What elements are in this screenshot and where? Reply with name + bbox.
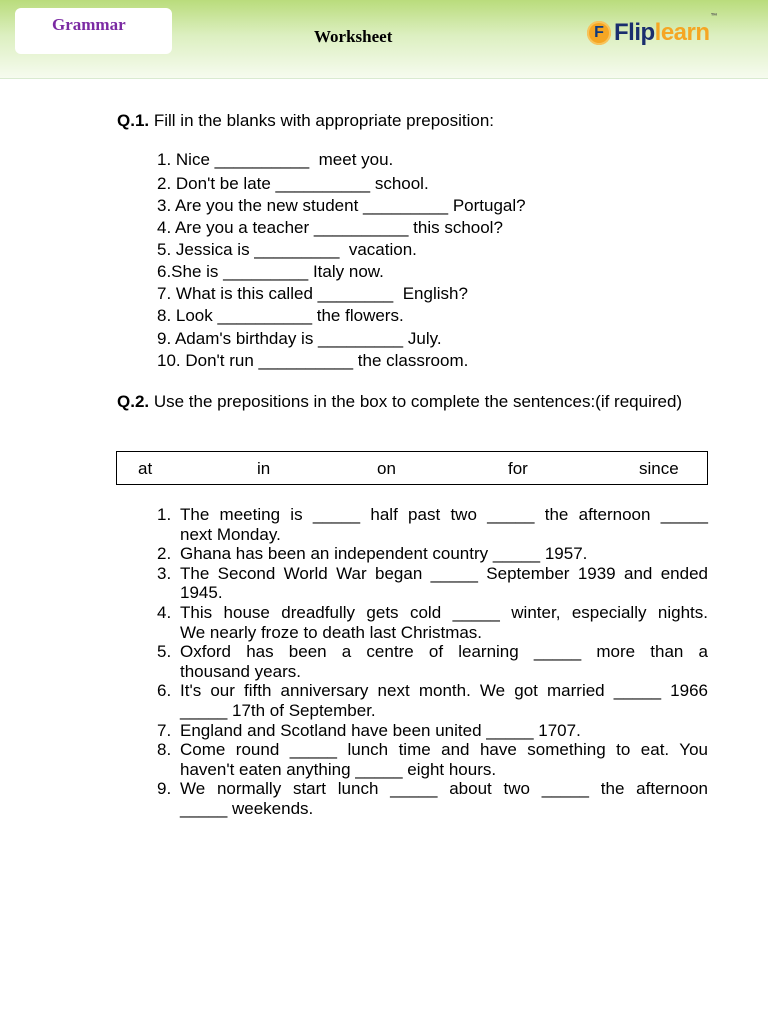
q2-item-number: 4. <box>157 603 172 622</box>
box-word: at <box>138 459 153 478</box>
q2-item-line: Ghana has been an independent country _____ 1957. <box>180 544 588 564</box>
question-1-prompt: Fill in the blanks with appropriate preposition: <box>149 111 495 130</box>
q2-item-line: The Second World War began _____ September 1939 and ended <box>180 563 708 583</box>
q2-item-line: _____ 17th of September. <box>180 701 376 720</box>
q2-item-number: 5. <box>157 642 172 662</box>
q1-item: 4. Are you a teacher __________ this school? <box>157 218 503 237</box>
q2-item-number: 7. <box>157 720 172 740</box>
q2-item-line: It's our fifth anniversary next month. We got married _____ 1966 <box>180 681 708 701</box>
q2-item-line: _____ weekends. <box>180 799 314 818</box>
box-word: in <box>257 459 271 478</box>
q1-item: 6.She is _________ Italy now. <box>157 262 384 281</box>
q2-item-line: We normally start lunch _____ about two _____ the afternoon <box>180 779 708 799</box>
q2-item-line: We nearly froze to death last Christmas. <box>180 622 483 642</box>
q2-item-line: The meeting is _____ half past two _____ the afternoon _____ <box>180 505 708 524</box>
q2-item-line: haven't eaten anything _____ eight hours. <box>180 759 497 779</box>
q2-item-number: 8. <box>157 740 172 760</box>
question-2-number: Q.2. <box>117 392 150 411</box>
q2-item-number: 9. <box>157 779 172 799</box>
q2-item-number: 3. <box>157 563 172 583</box>
q1-item: 3. Are you the new student _________ Portugal? <box>157 196 526 215</box>
logo-f-icon: F <box>587 21 611 45</box>
question-1-number: Q.1. <box>117 111 150 130</box>
q2-item-line: 1945. <box>180 583 223 603</box>
q2-item-line: Oxford has been a centre of learning _____ more than a <box>180 642 708 662</box>
fliplearn-logo <box>587 13 718 48</box>
q1-item: 7. What is this called ________ English? <box>157 284 468 303</box>
preposition-box <box>116 451 708 485</box>
page-title: Worksheet <box>314 27 393 46</box>
q1-item: 10. Don't run __________ the classroom. <box>157 351 469 370</box>
question-1-heading <box>117 111 494 131</box>
question-2-prompt: Use the prepositions in the box to complete the sentences:(if required) <box>149 392 683 411</box>
q1-item: 1. Nice __________ meet you. <box>157 150 394 169</box>
q1-item: 8. Look __________ the flowers. <box>157 306 404 325</box>
q1-item: 2. Don't be late __________ school. <box>157 174 429 193</box>
box-word: on <box>377 459 396 478</box>
q2-item-line: This house dreadfully gets cold _____ winter, especially nights. <box>180 603 708 622</box>
subject-label: Grammar <box>52 15 126 34</box>
q1-item: 5. Jessica is _________ vacation. <box>157 240 417 259</box>
q2-item-line: next Monday. <box>180 524 281 544</box>
subject-tab <box>15 8 172 54</box>
q2-item-number: 2. <box>157 544 172 564</box>
q2-item-number: 1. <box>157 505 172 524</box>
box-word: for <box>508 459 528 478</box>
q2-item-number: 6. <box>157 681 172 701</box>
page-header <box>0 0 768 79</box>
q2-item-line: Come round _____ lunch time and have something to eat. You <box>180 740 708 760</box>
q2-item-line: England and Scotland have been united _____ 1707. <box>180 720 581 740</box>
q1-item: 9. Adam's birthday is _________ July. <box>157 329 442 348</box>
q2-item-line: thousand years. <box>180 661 301 681</box>
box-word: since <box>639 459 679 478</box>
question-2-heading <box>117 392 708 412</box>
logo-wordmark: Fliplearn™ <box>614 13 718 46</box>
